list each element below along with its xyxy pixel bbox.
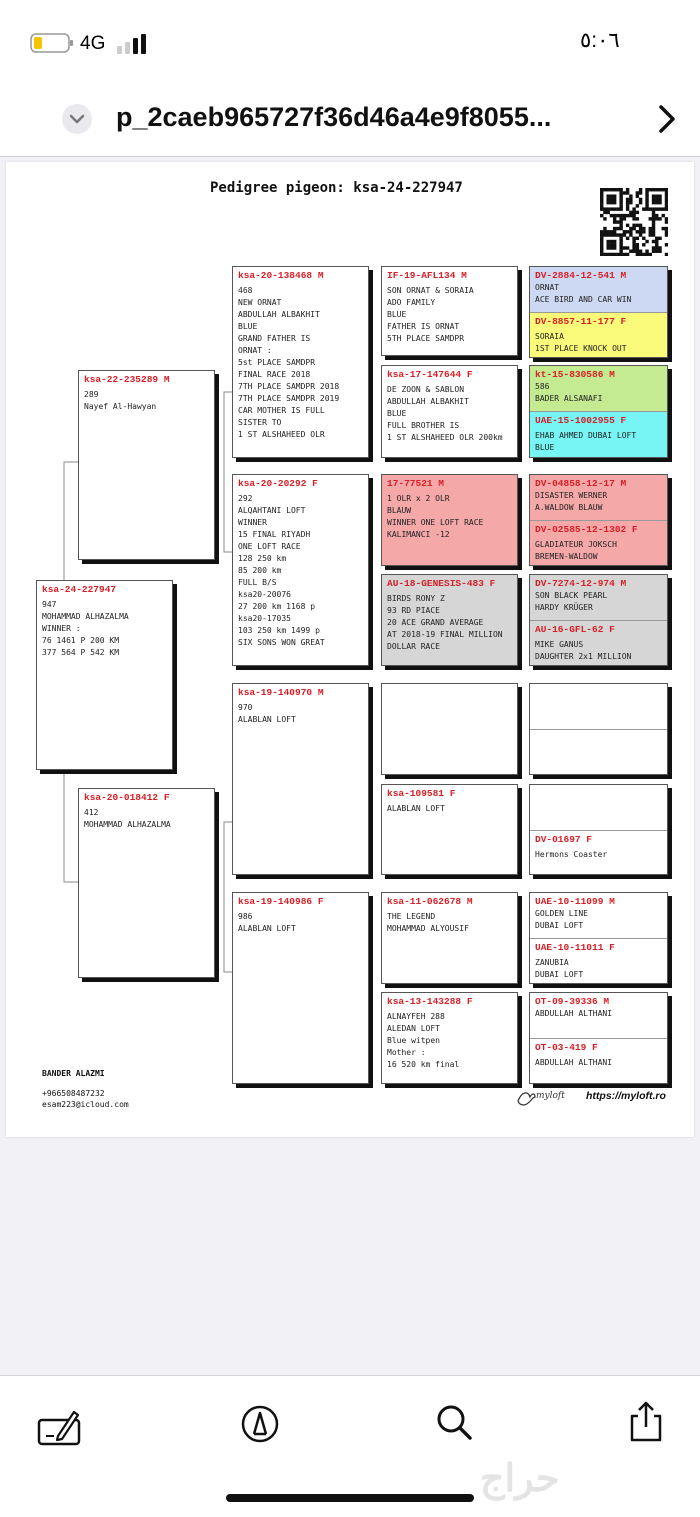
page-title: Pedigree pigeon: ksa-24-227947 bbox=[210, 180, 463, 196]
clock: ٥:٠٦ bbox=[580, 29, 620, 52]
share-icon[interactable] bbox=[628, 1400, 664, 1444]
bird-info: ABDULLAH ALTHANI bbox=[535, 1009, 613, 1018]
pedigree-card-gen5-pair[interactable] bbox=[529, 892, 668, 984]
ring-number: 17-77521 M bbox=[387, 478, 445, 489]
bird-info: 947 MOHAMMAD ALHAZALMA WINNER : 76 1461 P 200 KM 377 564 P 542 KM bbox=[42, 600, 129, 657]
ring-number: ksa-17-147644 F bbox=[387, 369, 473, 380]
pedigree-card-gen3[interactable] bbox=[232, 892, 369, 1084]
pedigree-card-gen3[interactable] bbox=[232, 683, 369, 875]
ring-number: ksa-13-143288 F bbox=[387, 996, 473, 1007]
ring-number: ksa-24-227947 bbox=[42, 584, 117, 595]
watermark-text: حراج bbox=[480, 1458, 560, 1500]
ring-number: ksa-20-138468 M bbox=[238, 270, 324, 281]
bird-info: ZANUBIA DUBAI LOFT bbox=[535, 958, 584, 979]
ring-number: OT-03-419 F bbox=[535, 1042, 598, 1053]
site-link[interactable]: https://myloft.ro bbox=[586, 1090, 666, 1102]
bird-info: GOLDEN LINE DUBAI LOFT bbox=[535, 909, 588, 930]
ring-number: ksa-19-140970 M bbox=[238, 687, 324, 698]
bird-info: 1 OLR x 2 OLR BLAUW WINNER ONE LOFT RACE KALIMANCI -12 bbox=[387, 494, 484, 539]
signal-icon bbox=[117, 32, 151, 54]
bird-info: 468 NEW ORNAT ABDULLAH ALBAKHIT BLUE GRAND FATHER IS ORNAT : 5st PLACE SAMDPR FINAL RACE 2018 7TH PLACE SAMDPR 2018 7TH PLACE SAMDPR 2019 CAR MOTHER IS FULL SISTER TO 1 ST ALSHAHEED OLR bbox=[238, 286, 340, 439]
ring-number: DV-8857-11-177 F bbox=[535, 316, 627, 327]
bird-info: MIKE GANUS DAUGHTER 2x1 MILLION bbox=[535, 640, 632, 661]
pedigree-card-gen4[interactable] bbox=[381, 474, 518, 566]
ring-number: UAE-15-1002955 F bbox=[535, 415, 627, 426]
owner-email: esam223@icloud.com bbox=[42, 1100, 129, 1109]
ring-number: UAE-10-11099 M bbox=[535, 896, 615, 907]
bird-info: 292 ALQAHTANI LOFT WINNER 15 FINAL RIYADH ONE LOFT RACE 128 250 km 85 200 km FULL B/S ksa20-20076 27 200 km 1168 p ksa20-17035 103 250 km 1499 p SIX SONS WON GREAT bbox=[238, 494, 325, 647]
pedigree-card-gen4[interactable] bbox=[381, 574, 518, 666]
bird-info: ABDULLAH ALTHANI bbox=[535, 1058, 613, 1067]
ring-number: DV-7274-12-974 M bbox=[535, 578, 627, 589]
chevron-down-icon[interactable] bbox=[62, 104, 92, 134]
bird-info: SON BLACK PEARL HARDY KRÜGER bbox=[535, 591, 608, 612]
pedigree-card-subject[interactable] bbox=[36, 580, 173, 770]
ring-number: OT-09-39336 M bbox=[535, 996, 610, 1007]
bird-info: DE ZOON & SABLON ABDULLAH ALBAKHIT BLUE FULL BROTHER IS 1 ST ALSHAHEED OLR 200km bbox=[387, 385, 503, 442]
file-title[interactable]: p_2caeb965727f36d46a4e9f8055... bbox=[116, 102, 552, 132]
ring-number: DV-2884-12-541 M bbox=[535, 270, 627, 281]
bird-info: 986 ALABLAN LOFT bbox=[238, 912, 296, 933]
bird-info: ORNAT ACE BIRD AND CAR WIN bbox=[535, 283, 632, 304]
pedigree-card-gen5-pair[interactable] bbox=[529, 992, 668, 1084]
ring-number: ksa-22-235289 M bbox=[84, 374, 170, 385]
bird-info: DISASTER WERNER A.WALDOW BLAUW bbox=[535, 491, 608, 512]
myloft-logo-text: myloft bbox=[536, 1091, 565, 1101]
pedigree-card-gen3[interactable] bbox=[232, 474, 369, 666]
title-bar bbox=[0, 90, 700, 157]
battery-icon bbox=[30, 33, 74, 53]
pedigree-card-gen3[interactable] bbox=[232, 266, 369, 458]
ring-number: AU-18-GENESIS-483 F bbox=[387, 578, 496, 589]
bird-info: 586 BADER ALSANAFI bbox=[535, 382, 603, 403]
ring-number: ksa-20-018412 F bbox=[84, 792, 170, 803]
myloft-logo-icon bbox=[516, 1089, 536, 1107]
pedigree-card-dam[interactable] bbox=[78, 788, 215, 978]
home-indicator[interactable] bbox=[226, 1494, 474, 1502]
owner-phone: +966508487232 bbox=[42, 1089, 105, 1098]
bird-info: SON ORNAT & SORAIA ADO FAMILY BLUE FATHER IS ORNAT 5TH PLACE SAMDPR bbox=[387, 286, 474, 343]
ring-number: ksa-109581 F bbox=[387, 788, 456, 799]
ring-number: ksa-19-140986 F bbox=[238, 896, 324, 907]
pedigree-card-gen4[interactable] bbox=[381, 992, 518, 1084]
bird-info: BIRDS RONY Z 93 RD PIACE 20 ACE GRAND AVERAGE AT 2018-19 FINAL MILLION DOLLAR RACE bbox=[387, 594, 503, 651]
ring-number: DV-02585-12-1302 F bbox=[535, 524, 638, 535]
pedigree-card-gen5-pair-empty[interactable] bbox=[529, 683, 668, 775]
ring-number: DV-04858-12-17 M bbox=[535, 478, 627, 489]
pedigree-card-gen4[interactable] bbox=[381, 266, 518, 356]
pedigree-card-gen5-pair[interactable] bbox=[529, 266, 668, 358]
pedigree-card-sire[interactable] bbox=[78, 370, 215, 560]
bird-info: THE LEGEND MOHAMMAD ALYOUSIF bbox=[387, 912, 469, 933]
ring-number: IF-19-AFL134 M bbox=[387, 270, 467, 281]
pedigree-card-gen4[interactable] bbox=[381, 784, 518, 875]
ring-number: DV-01697 F bbox=[535, 834, 593, 845]
pedigree-card-gen5-pair[interactable] bbox=[529, 474, 668, 566]
bird-info: ALABLAN LOFT bbox=[387, 804, 445, 813]
pedigree-card-gen4[interactable] bbox=[381, 365, 518, 458]
chevron-right-icon[interactable] bbox=[652, 102, 680, 136]
bird-info: 289 Nayef Al-Hawyan bbox=[84, 390, 157, 411]
bird-info: Hermons Coaster bbox=[535, 850, 608, 859]
bird-info: GLADIATEUR JOKSCH BREMEN-WALDOW bbox=[535, 540, 617, 561]
bird-info: 412 MOHAMMAD ALHAZALMA bbox=[84, 808, 171, 829]
ring-number: kt-15-830586 M bbox=[535, 369, 615, 380]
bird-info: ALNAYFEH 288 ALEDAN LOFT Blue witpen Mother : 16 520 km final bbox=[387, 1012, 460, 1069]
bird-info: EHAB AHMED DUBAI LOFT BLUE bbox=[535, 431, 637, 452]
bird-info: 970 ALABLAN LOFT bbox=[238, 703, 296, 724]
pen-circle-icon[interactable] bbox=[240, 1404, 280, 1444]
pedigree-card-gen4-empty[interactable] bbox=[381, 683, 518, 775]
pedigree-card-gen5-pair[interactable] bbox=[529, 784, 668, 875]
bird-info: SORAIA 1ST PLACE KNOCK OUT bbox=[535, 332, 627, 353]
bottom-toolbar bbox=[0, 1375, 700, 1517]
ring-number: ksa-11-062678 M bbox=[387, 896, 473, 907]
pedigree-card-gen5-pair[interactable] bbox=[529, 574, 668, 666]
pedigree-document bbox=[6, 162, 694, 1137]
status-bar bbox=[0, 0, 700, 90]
ring-number: ksa-20-20292 F bbox=[238, 478, 318, 489]
network-label: 4G bbox=[80, 33, 106, 54]
ring-number: UAE-10-11011 F bbox=[535, 942, 615, 953]
pedigree-card-gen5-pair[interactable] bbox=[529, 365, 668, 458]
pedigree-card-gen4[interactable] bbox=[381, 892, 518, 984]
markup-icon[interactable] bbox=[36, 1406, 84, 1450]
search-icon[interactable] bbox=[435, 1403, 475, 1443]
ring-number: AU-16-GFL-62 F bbox=[535, 624, 615, 635]
owner-name: BANDER ALAZMI bbox=[42, 1069, 105, 1078]
